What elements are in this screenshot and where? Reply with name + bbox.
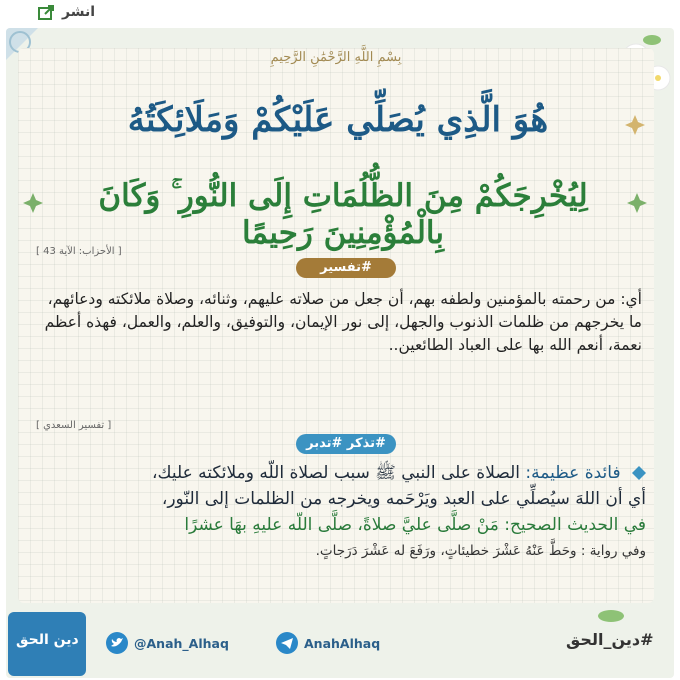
content-paper <box>18 48 654 603</box>
reflect-tag: #تذكر #تدبر <box>296 434 396 454</box>
logo <box>8 612 86 676</box>
telegram-icon <box>276 632 298 654</box>
top-bar <box>0 0 680 30</box>
leaf-icon <box>596 606 626 626</box>
fawaid-block <box>26 460 646 564</box>
twitter-link[interactable] <box>106 632 229 654</box>
diamond-icon <box>632 466 646 480</box>
verse-reference: [ الأحزاب: الآية 43 ] <box>36 246 122 257</box>
verse-line-1: هُوَ الَّذِي يُصَلِّي عَلَيْكُمْ وَمَلَائِكَتُهُ <box>127 100 549 140</box>
share-button[interactable] <box>38 4 95 20</box>
footer <box>6 608 674 678</box>
telegram-handle: AnahAlhaq <box>304 635 381 651</box>
share-label: انشر <box>62 4 96 20</box>
verse-line-2: لِيُخْرِجَكُمْ مِنَ الظُّلُمَاتِ إِلَى النُّورِ ۚ وَكَانَ بِالْمُؤْمِنِينَ رَحِيمًا <box>98 178 588 251</box>
logo-text: دين الحق <box>16 632 79 648</box>
fawaid-text-1: الصلاة على النبي ﷺ سبب لصلاة اللّه وملائكته عليك، <box>152 463 521 483</box>
fawaid-line-2: أي أن اللهَ سيُصلِّي على العبد ويَرْحَمه ويخرجه من الظلمات إلى النّور، <box>161 489 646 509</box>
share-icon <box>38 4 56 20</box>
fawaid-line-3: في الحديث الصحيح: مَنْ صلَّى عليَّ صلاةً، صلَّى اللّه عليهِ بهَا عشرًا <box>184 515 646 535</box>
telegram-link[interactable] <box>276 632 380 654</box>
fawaid-line-1 <box>26 460 646 486</box>
tafsir-text: أي: من رحمته بالمؤمنين ولطفه بهم، أن جعل من صلاته عليهم، وثنائه، وصلاة ملائكته ودعائهم، ما يخرجهم من ظلمات الذنوب والجهل، إلى نور الإيمان، والتوفيق، والعلم، والعمل، فهذه أعظم نعمة، أنعم الله بها على العباد الطائعين.. <box>44 290 642 354</box>
twitter-icon <box>106 632 128 654</box>
tafsir-tag: #تفسير <box>296 258 396 278</box>
fawaid-label: فائدة عظيمة: <box>525 463 621 483</box>
twitter-handle: @Anah_Alhaq <box>134 635 229 651</box>
verse-end-ornament-icon <box>22 192 44 214</box>
fawaid-line-4: وفي رواية : وحَطَّ عَنْهُ عَشْرَ خطيئاتٍ، ورَفَعَ له عَشْرَ دَرَجاتٍ. <box>315 543 646 559</box>
tafsir-reference: [ تفسير السعدي ] <box>36 420 112 431</box>
basmala: بِسْمِ اللَّهِ الرَّحْمَٰنِ الرَّحِيمِ <box>270 50 402 65</box>
post-card <box>6 28 674 678</box>
footer-hashtag: #دين_الحق <box>566 630 654 649</box>
